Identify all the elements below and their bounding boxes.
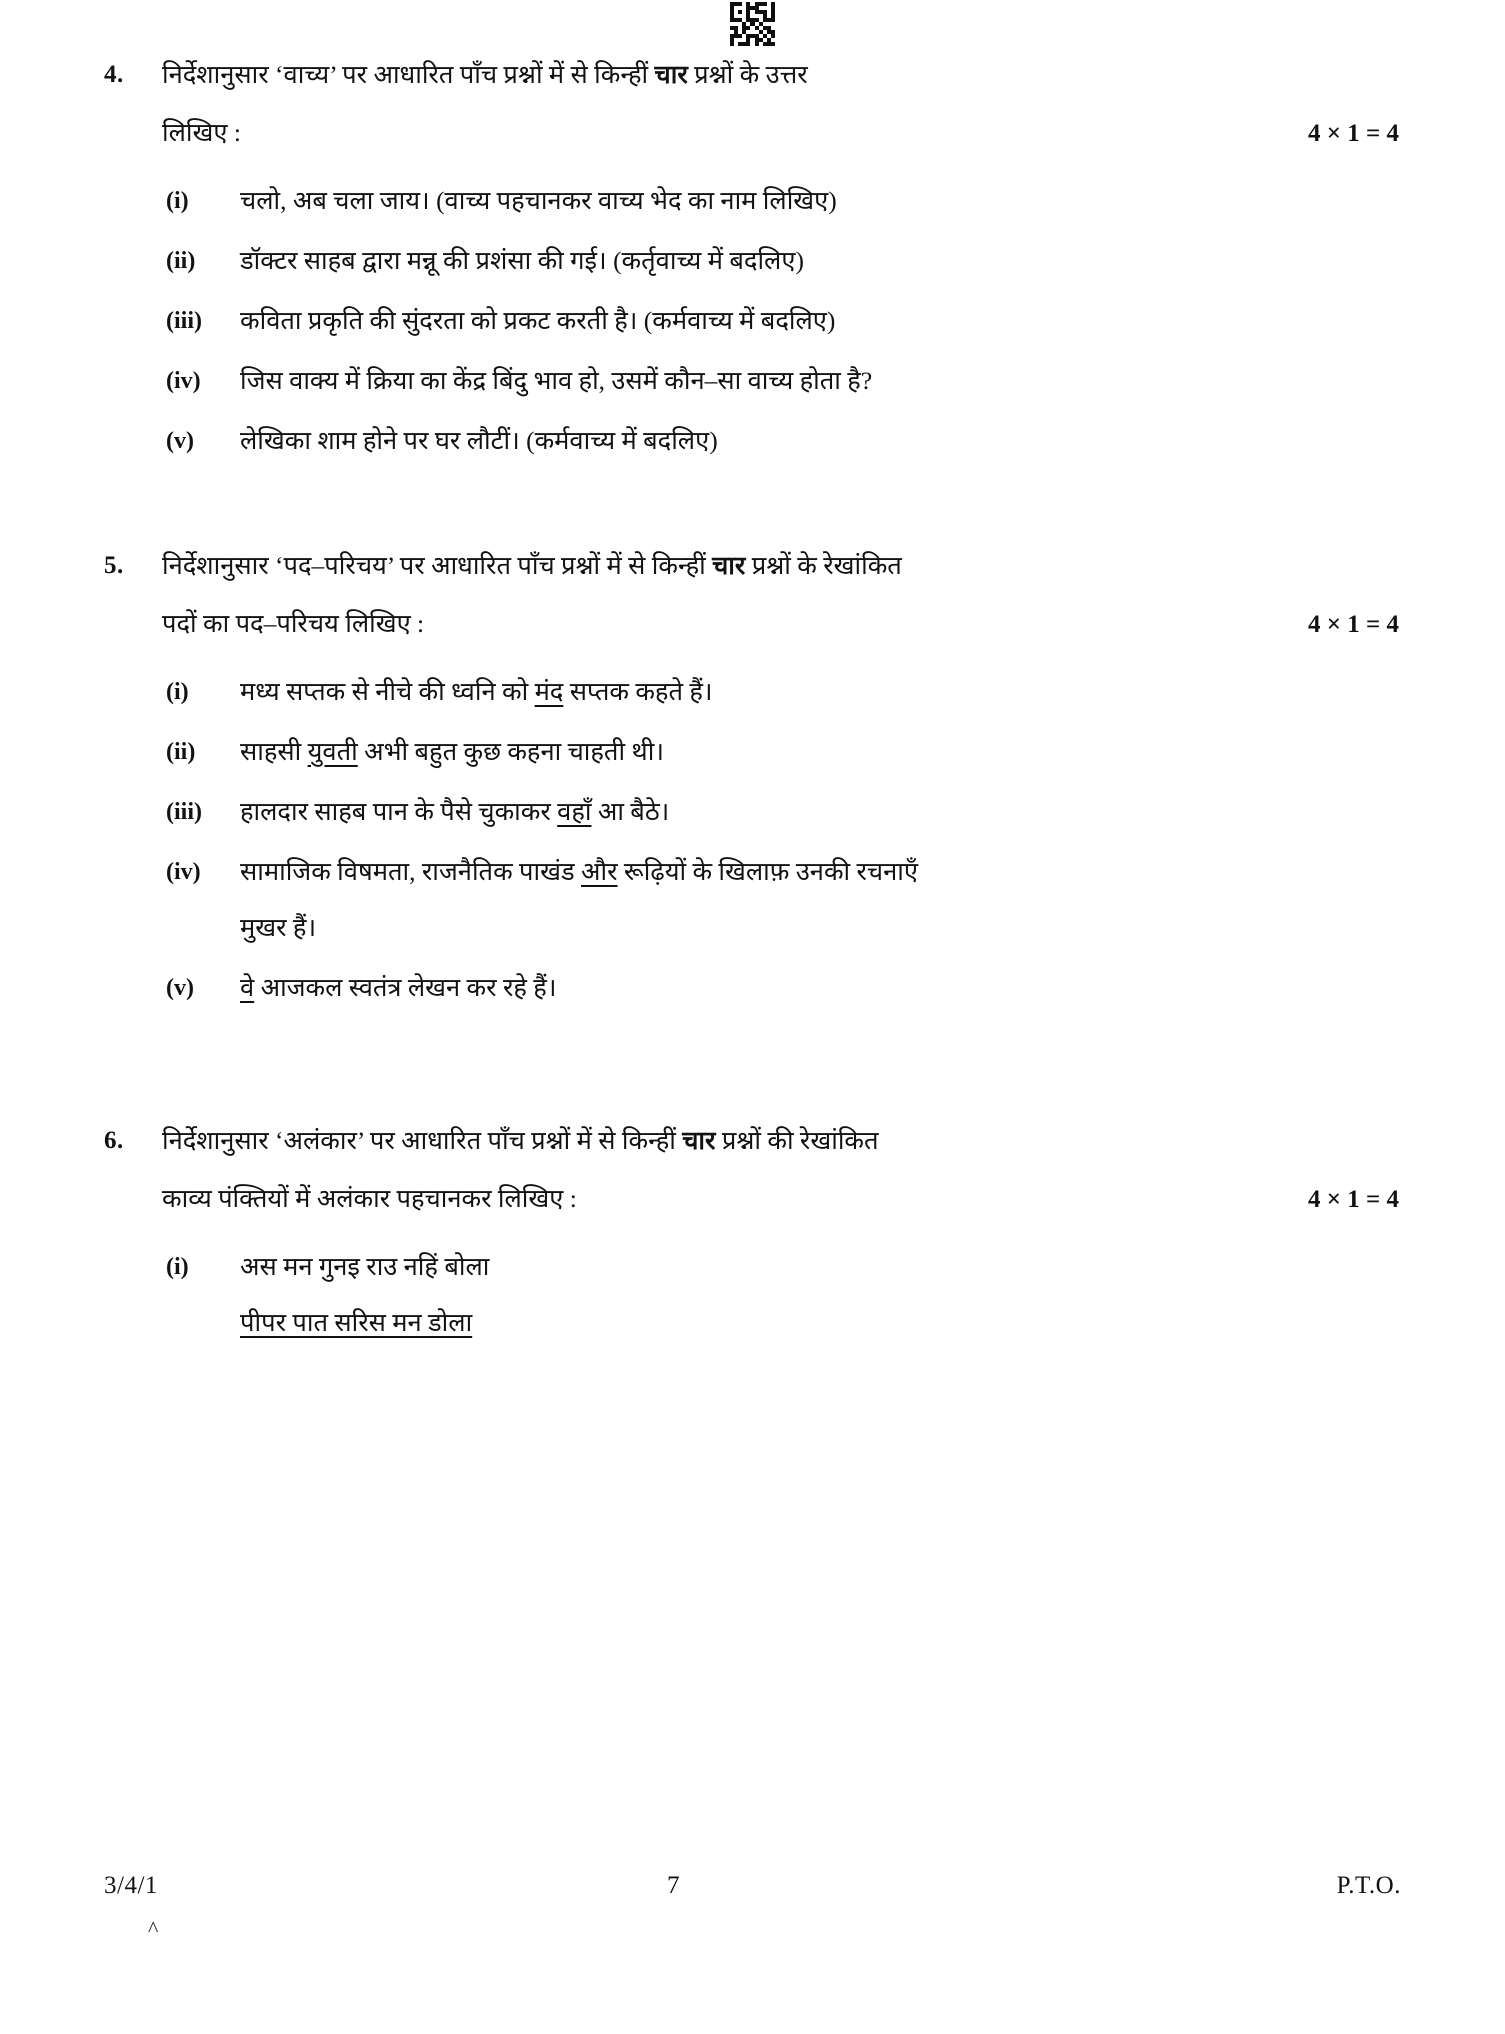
question-5-item-1-text bbox=[240, 724, 1399, 780]
question-6-head bbox=[104, 1112, 1399, 1229]
question-6-stem-bold: चार bbox=[682, 1126, 716, 1155]
list-item bbox=[166, 233, 1399, 289]
pre-text: सामाजिक विषमता, राजनैतिक पाखंड bbox=[240, 857, 582, 886]
question-4-item-2-text: कविता प्रकृति की सुंदरता को प्रकट करती है। (कर्मवाच्य में बदलिए) bbox=[240, 306, 836, 335]
list-item bbox=[166, 293, 1399, 349]
question-5-stem-line-2 bbox=[162, 595, 1399, 654]
list-item bbox=[166, 960, 1399, 1016]
question-4-stem-line-2-text: लिखिए : bbox=[162, 118, 241, 147]
question-5-item-3-label: (iv) bbox=[166, 859, 201, 885]
question-5-stem-line-2-text: पदों का पद–परिचय लिखिए : bbox=[162, 609, 425, 638]
question-4-item-2-label: (iii) bbox=[166, 308, 202, 334]
pre-text: साहसी bbox=[240, 737, 308, 766]
underlined-word: वे bbox=[240, 973, 255, 1002]
underlined-word: वहाँ bbox=[557, 797, 592, 826]
question-4-head bbox=[104, 46, 1399, 163]
question-5-stem-line-1 bbox=[162, 537, 1399, 595]
page-footer bbox=[104, 1872, 1401, 1900]
list-item bbox=[166, 724, 1399, 780]
question-6-stem-line-1 bbox=[162, 1112, 1399, 1170]
question-5-marks: 4 × 1 = 4 bbox=[1308, 611, 1399, 638]
list-item bbox=[166, 413, 1399, 469]
list-item bbox=[166, 353, 1399, 409]
question-4-item-1-text: डॉक्टर साहब द्वारा मन्नू की प्रशंसा की गई। (कर्तृवाच्य में बदलिए) bbox=[240, 246, 804, 275]
question-4-item-3-text: जिस वाक्य में क्रिया का केंद्र बिंदु भाव हो, उसमें कौन–सा वाच्य होता है? bbox=[240, 366, 873, 395]
pre-text: मध्य सप्तक से नीचे की ध्वनि को bbox=[240, 677, 535, 706]
underlined-word: मंद bbox=[534, 677, 564, 706]
paper-code: 3/4/1 bbox=[104, 1872, 158, 1899]
question-6 bbox=[104, 1112, 1399, 1351]
question-5 bbox=[104, 537, 1399, 1016]
post-text: सप्तक कहते हैं। bbox=[563, 677, 713, 706]
question-4-stem-part-a: निर्देशानुसार ‘वाच्य’ पर आधारित पाँच प्रश्नों में से किन्हीं bbox=[162, 60, 655, 89]
list-item bbox=[166, 664, 1399, 720]
post-text: आजकल स्वतंत्र लेखन कर रहे हैं। bbox=[254, 973, 557, 1002]
pre-text: हालदार साहब पान के पैसे चुकाकर bbox=[240, 797, 558, 826]
question-5-head bbox=[104, 537, 1399, 654]
question-4-stem-line-2 bbox=[162, 104, 1399, 163]
question-4-stem bbox=[162, 46, 1399, 163]
question-5-item-0-text bbox=[240, 664, 1399, 720]
question-5-item-0-label: (i) bbox=[166, 679, 189, 705]
post-text: आ बैठे। bbox=[591, 797, 670, 826]
question-6-stem-line-2 bbox=[162, 1170, 1399, 1229]
question-5-item-4-text bbox=[240, 960, 1399, 1016]
question-6-items bbox=[104, 1239, 1399, 1351]
question-4-item-0-text: चलो, अब चला जाय। (वाच्य पहचानकर वाच्य भेद का नाम लिखिए) bbox=[240, 186, 837, 215]
question-6-marks: 4 × 1 = 4 bbox=[1308, 1186, 1399, 1213]
question-5-stem-bold: चार bbox=[712, 551, 746, 580]
question-4-item-4-label: (v) bbox=[166, 428, 194, 454]
question-4-stem-part-b: प्रश्नों के उत्तर bbox=[687, 60, 808, 89]
question-4-item-1-label: (ii) bbox=[166, 248, 196, 274]
question-5-item-3-line-2: मुखर हैं। bbox=[240, 913, 317, 942]
qr-code-container bbox=[0, 2, 1505, 46]
question-4-stem-bold: चार bbox=[654, 60, 688, 89]
question-6-stem-part-b: प्रश्नों की रेखांकित bbox=[715, 1126, 879, 1155]
question-5-items bbox=[104, 664, 1399, 1016]
list-item bbox=[166, 1239, 1399, 1351]
question-5-item-3-line-1 bbox=[240, 844, 1399, 900]
question-6-stem-line-2-text: काव्य पंक्तियों में अलंकार पहचानकर लिखिए : bbox=[162, 1184, 577, 1213]
spacer-q5-q6 bbox=[104, 1020, 1399, 1112]
underlined-word: युवती bbox=[307, 737, 358, 766]
post-text: रूढ़ियों के खिलाफ़ उनकी रचनाएँ bbox=[617, 857, 918, 886]
list-item bbox=[166, 173, 1399, 229]
question-5-stem bbox=[162, 537, 1399, 654]
question-5-item-4-label: (v) bbox=[166, 975, 194, 1001]
question-4 bbox=[104, 46, 1399, 469]
question-4-marks: 4 × 1 = 4 bbox=[1308, 120, 1399, 147]
post-text: अभी बहुत कुछ कहना चाहती थी। bbox=[357, 737, 664, 766]
poem-line-1: अस मन गुनइ राउ नहिं बोला bbox=[240, 1252, 490, 1281]
question-4-item-3-label: (iv) bbox=[166, 368, 201, 394]
question-6-number: 6. bbox=[104, 1127, 124, 1154]
question-4-item-0-label: (i) bbox=[166, 188, 189, 214]
underlined-word: और bbox=[581, 857, 618, 886]
question-5-stem-part-a: निर्देशानुसार ‘पद–परिचय’ पर आधारित पाँच प्रश्नों में से किन्हीं bbox=[162, 551, 713, 580]
question-4-stem-line-1 bbox=[162, 46, 1399, 104]
question-5-item-1-label: (ii) bbox=[166, 739, 196, 765]
question-5-stem-part-b: प्रश्नों के रेखांकित bbox=[745, 551, 902, 580]
poem-line-2-underlined: पीपर पात सरिस मन डोला bbox=[240, 1308, 473, 1337]
question-6-stem bbox=[162, 1112, 1399, 1229]
spacer-q4-q5 bbox=[104, 473, 1399, 537]
question-6-item-0-label: (i) bbox=[166, 1254, 189, 1280]
question-5-item-2-label: (iii) bbox=[166, 799, 202, 825]
list-item bbox=[166, 784, 1399, 840]
page-number: 7 bbox=[667, 1872, 680, 1899]
pto-label: P.T.O. bbox=[1336, 1872, 1401, 1899]
questions-container bbox=[104, 46, 1399, 1355]
question-6-item-0-text bbox=[240, 1239, 1399, 1351]
question-5-number: 5. bbox=[104, 552, 124, 579]
question-6-stem-part-a: निर्देशानुसार ‘अलंकार’ पर आधारित पाँच प्रश्नों में से किन्हीं bbox=[162, 1126, 683, 1155]
question-5-item-2-text bbox=[240, 784, 1399, 840]
question-5-item-3-text bbox=[240, 844, 1399, 956]
question-4-item-4-text: लेखिका शाम होने पर घर लौटीं। (कर्मवाच्य में बदलिए) bbox=[240, 426, 718, 455]
question-4-number: 4. bbox=[104, 61, 124, 88]
question-4-items bbox=[104, 173, 1399, 469]
list-item bbox=[166, 844, 1399, 956]
caret-mark: ^ bbox=[148, 1916, 159, 1941]
qr-code bbox=[730, 2, 776, 46]
